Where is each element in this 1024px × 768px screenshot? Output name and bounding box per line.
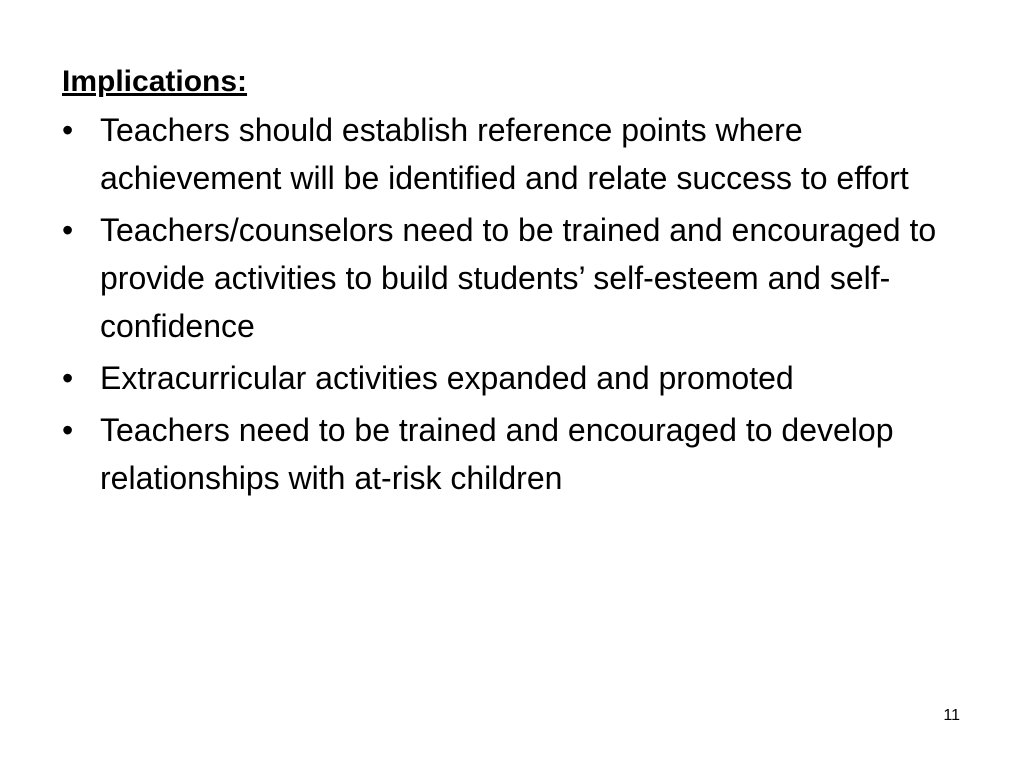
bullet-list (62, 106, 962, 502)
bullet-text: Teachers should establish reference points where achievement will be identified and relate success to effort (100, 112, 909, 196)
bullet-text: Extracurricular activities expanded and promoted (100, 360, 794, 396)
slide-content (62, 60, 962, 506)
bullet-item (62, 354, 962, 402)
bullet-item (62, 406, 962, 502)
slide-heading: Implications: (62, 65, 248, 98)
bullet-item (62, 206, 962, 350)
bullet-icon: • (62, 360, 74, 396)
bullet-icon: • (62, 212, 74, 248)
page-number: 11 (943, 707, 960, 724)
bullet-item (62, 106, 962, 202)
bullet-icon: • (62, 112, 74, 148)
bullet-text: Teachers/counselors need to be trained and encouraged to provide activities to build students’ self-esteem and self-confidence (100, 212, 937, 344)
bullet-text: Teachers need to be trained and encouraged to develop relationships with at-risk children (100, 412, 894, 496)
bullet-icon: • (62, 412, 74, 448)
